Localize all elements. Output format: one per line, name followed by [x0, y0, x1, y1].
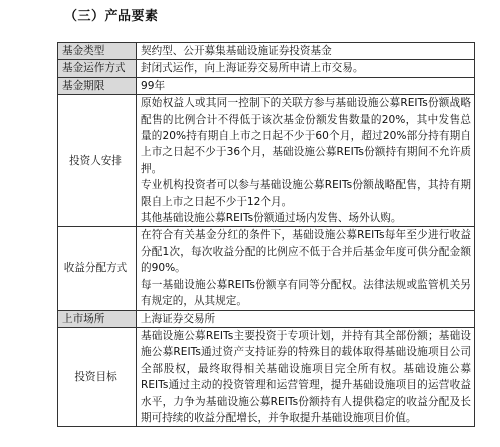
row-value — [137, 310, 475, 327]
value-paragraph: 在符合有关基金分红的条件下，基础设施公募REITs每年至少进行收益分配1次，每次收益分配的比例应不低于合并后基金年度可供分配金额的90%。 — [141, 229, 471, 275]
row-value — [137, 227, 475, 310]
value-paragraph: 每一基础设施公募REITs份额享有同等分配权。法律法规或监管机关另有规定的，从其规定。 — [141, 278, 471, 308]
value-paragraph: 上海证券交易所 — [141, 312, 216, 325]
value-paragraph: 99年 — [141, 79, 166, 92]
table-row-listing-venue — [58, 310, 475, 327]
product-elements-table — [57, 42, 475, 427]
row-label: 上市场所 — [58, 310, 137, 327]
row-label: 基金运作方式 — [58, 60, 137, 77]
value-paragraph: 其他基础设施公募REITs份额通过场内发售、场外认购。 — [141, 212, 402, 225]
value-paragraph: 封闭式运作，向上海证券交易所申请上市交易。 — [141, 62, 364, 75]
table-row-fund-term — [58, 77, 475, 94]
value-paragraph: 基础设施公募REITs主要投资于专项计划，并持有其全部份额；基础设施公募REITs通过资产支持证券的特殊目的载体取得基础设施项目公司全部股权，最终取得相关基础设施项目完全所有权。基础设施公募REITs通过主动的投资管理和运营管理，提升基础设施项目的运营收益水平，力争为基础设施公募REITs份额持有人提供稳定的收益分配及长期可持续的收益分配增长，并争取提升基础设施项目价值。 — [141, 329, 471, 424]
row-value — [137, 77, 475, 94]
row-label: 基金类型 — [58, 43, 137, 60]
row-value — [137, 327, 475, 426]
row-value — [137, 95, 475, 227]
value-paragraph: 原始权益人或其同一控制下的关联方参与基础设施公募REITs份额战略配售的比例合计不得低于该次基金份额发售数量的20%，其中发售总量的20%持有期自上市之日起不少于60个月，超过20%部分持有期自上市之日起不少于36个月，基础设施公募REITs份额持有期间不允许质押。 — [141, 97, 471, 175]
row-label: 基金期限 — [58, 77, 137, 94]
row-label: 收益分配方式 — [58, 227, 137, 310]
row-value — [137, 60, 475, 77]
table-row-fund-type — [58, 43, 475, 60]
row-label: 投资目标 — [58, 327, 137, 426]
row-label: 投资人安排 — [58, 95, 137, 227]
table-row-distribution-method — [58, 227, 475, 310]
value-paragraph: 专业机构投资者可以参与基础设施公募REITs份额战略配售，其持有期限自上市之日起不少于12个月。 — [141, 179, 471, 208]
section-heading: （三）产品要素 — [64, 9, 159, 24]
value-paragraph: 契约型、公开募集基础设施证券投资基金 — [141, 45, 332, 57]
table-row-investor-arrangement — [58, 95, 475, 227]
row-value — [137, 43, 475, 60]
table-row-investment-objective — [58, 327, 475, 426]
table-row-operation-mode — [58, 60, 475, 77]
